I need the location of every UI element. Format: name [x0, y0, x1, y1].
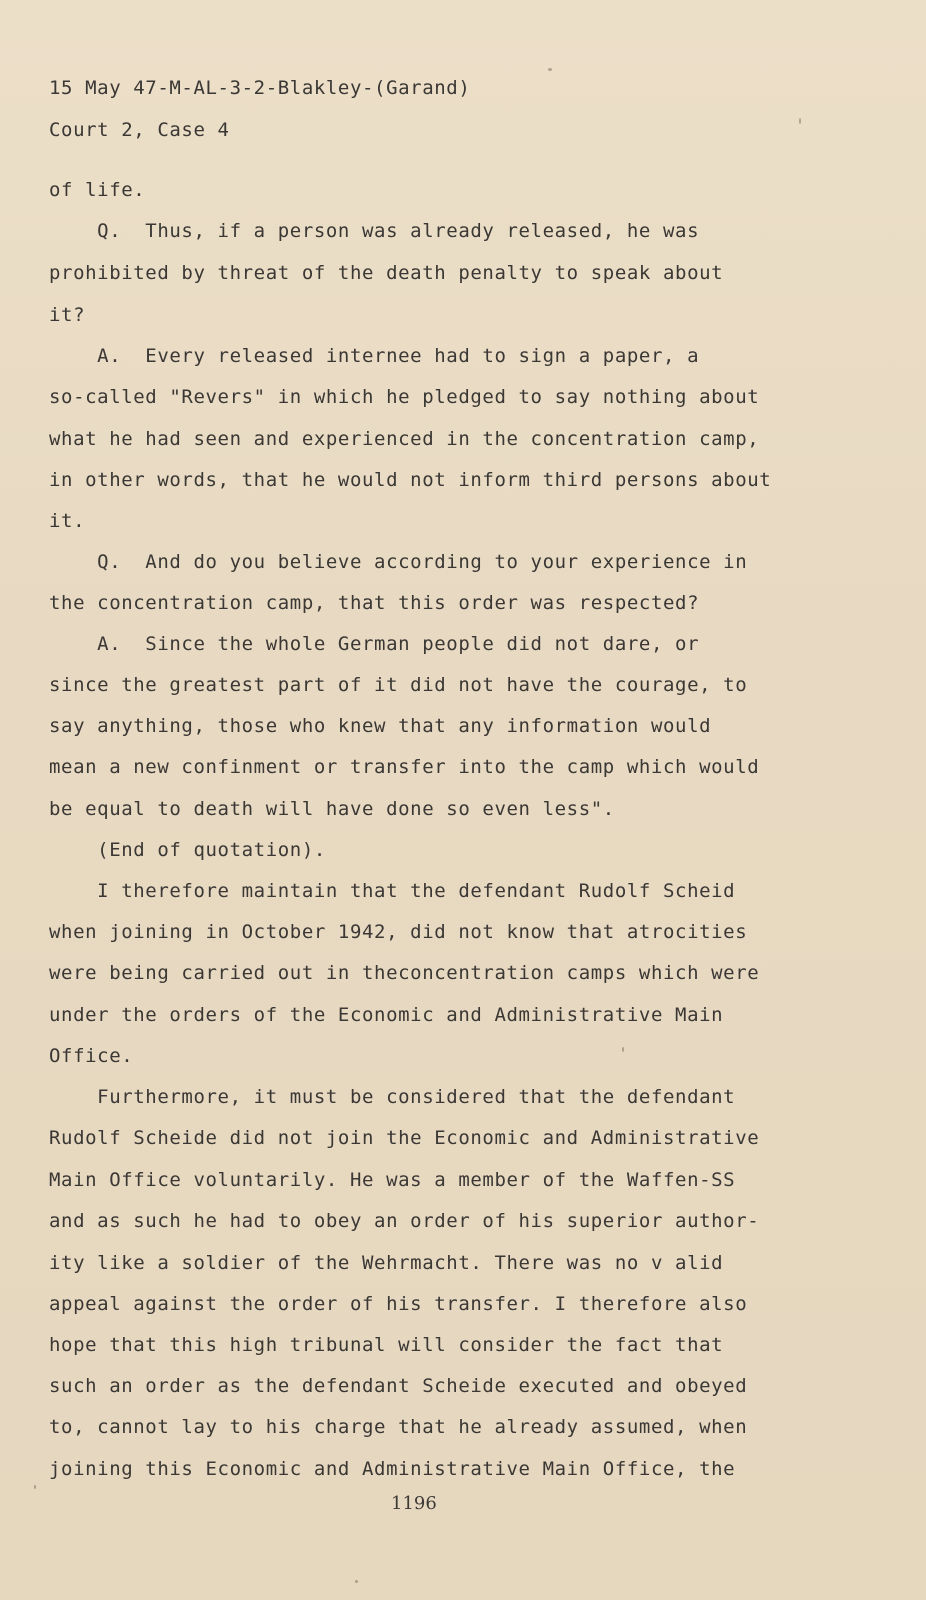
body-line: joining this Economic and Administrative Main Office, the — [49, 1458, 736, 1480]
body-line: of life. — [49, 179, 146, 201]
body-line: it. — [49, 510, 86, 532]
body-line: be equal to death will have done so even less". — [49, 798, 615, 820]
body-line: in other words, that he would not inform third persons about — [49, 469, 772, 491]
body-line: so-called "Revers" in which he pledged to say nothing about — [49, 386, 760, 408]
body-line: were being carried out in theconcentration camps which were — [49, 962, 760, 984]
body-line: Furthermore, it must be considered that the defendant — [49, 1086, 736, 1108]
body-line: under the orders of the Economic and Administrative Main — [49, 1004, 724, 1026]
paper-speck — [34, 1485, 36, 1489]
body-line: such an order as the defendant Scheide executed and obeyed — [49, 1375, 748, 1397]
body-line: (End of quotation). — [49, 839, 326, 861]
body-line: hope that this high tribunal will consider the fact that — [49, 1334, 724, 1356]
body-line: and as such he had to obey an order of his superior author- — [49, 1210, 760, 1232]
body-line: A. Every released internee had to sign a paper, a — [49, 345, 700, 367]
body-line: A. Since the whole German people did not dare, or — [49, 633, 700, 655]
body-line: I therefore maintain that the defendant Rudolf Scheid — [49, 880, 736, 902]
body-line: what he had seen and experienced in the concentration camp, — [49, 428, 760, 450]
body-line: appeal against the order of his transfer. I therefore also — [49, 1293, 748, 1315]
body-line: it? — [49, 304, 86, 326]
body-line: the concentration camp, that this order was respected? — [49, 592, 700, 614]
body-line: Rudolf Scheide did not join the Economic and Administrative — [49, 1127, 760, 1149]
body-line: when joining in October 1942, did not know that atrocities — [49, 921, 748, 943]
header-line-court-case: Court 2, Case 4 — [49, 119, 230, 141]
paper-speck — [355, 1580, 358, 1583]
body-line: Office. — [49, 1045, 134, 1067]
body-line: Q. And do you believe according to your experience in — [49, 551, 748, 573]
body-line: mean a new confinment or transfer into the camp which would — [49, 756, 760, 778]
body-line: to, cannot lay to his charge that he already assumed, when — [49, 1416, 748, 1438]
body-line: Main Office voluntarily. He was a member of the Waffen-SS — [49, 1169, 736, 1191]
body-line: since the greatest part of it did not have the courage, to — [49, 674, 748, 696]
paper-speck — [799, 118, 801, 124]
body-line: Q. Thus, if a person was already released, he was — [49, 220, 700, 242]
page-number: 1196 — [391, 1493, 437, 1514]
body-line: prohibited by threat of the death penalty to speak about — [49, 262, 724, 284]
body-line: say anything, those who knew that any information would — [49, 715, 712, 737]
header-line-date-reference: 15 May 47-M-AL-3-2-Blakley-(Garand) — [49, 77, 471, 99]
body-line: ity like a soldier of the Wehrmacht. There was no v alid — [49, 1252, 724, 1274]
paper-speck — [548, 68, 552, 71]
paper-speck — [622, 1047, 624, 1052]
